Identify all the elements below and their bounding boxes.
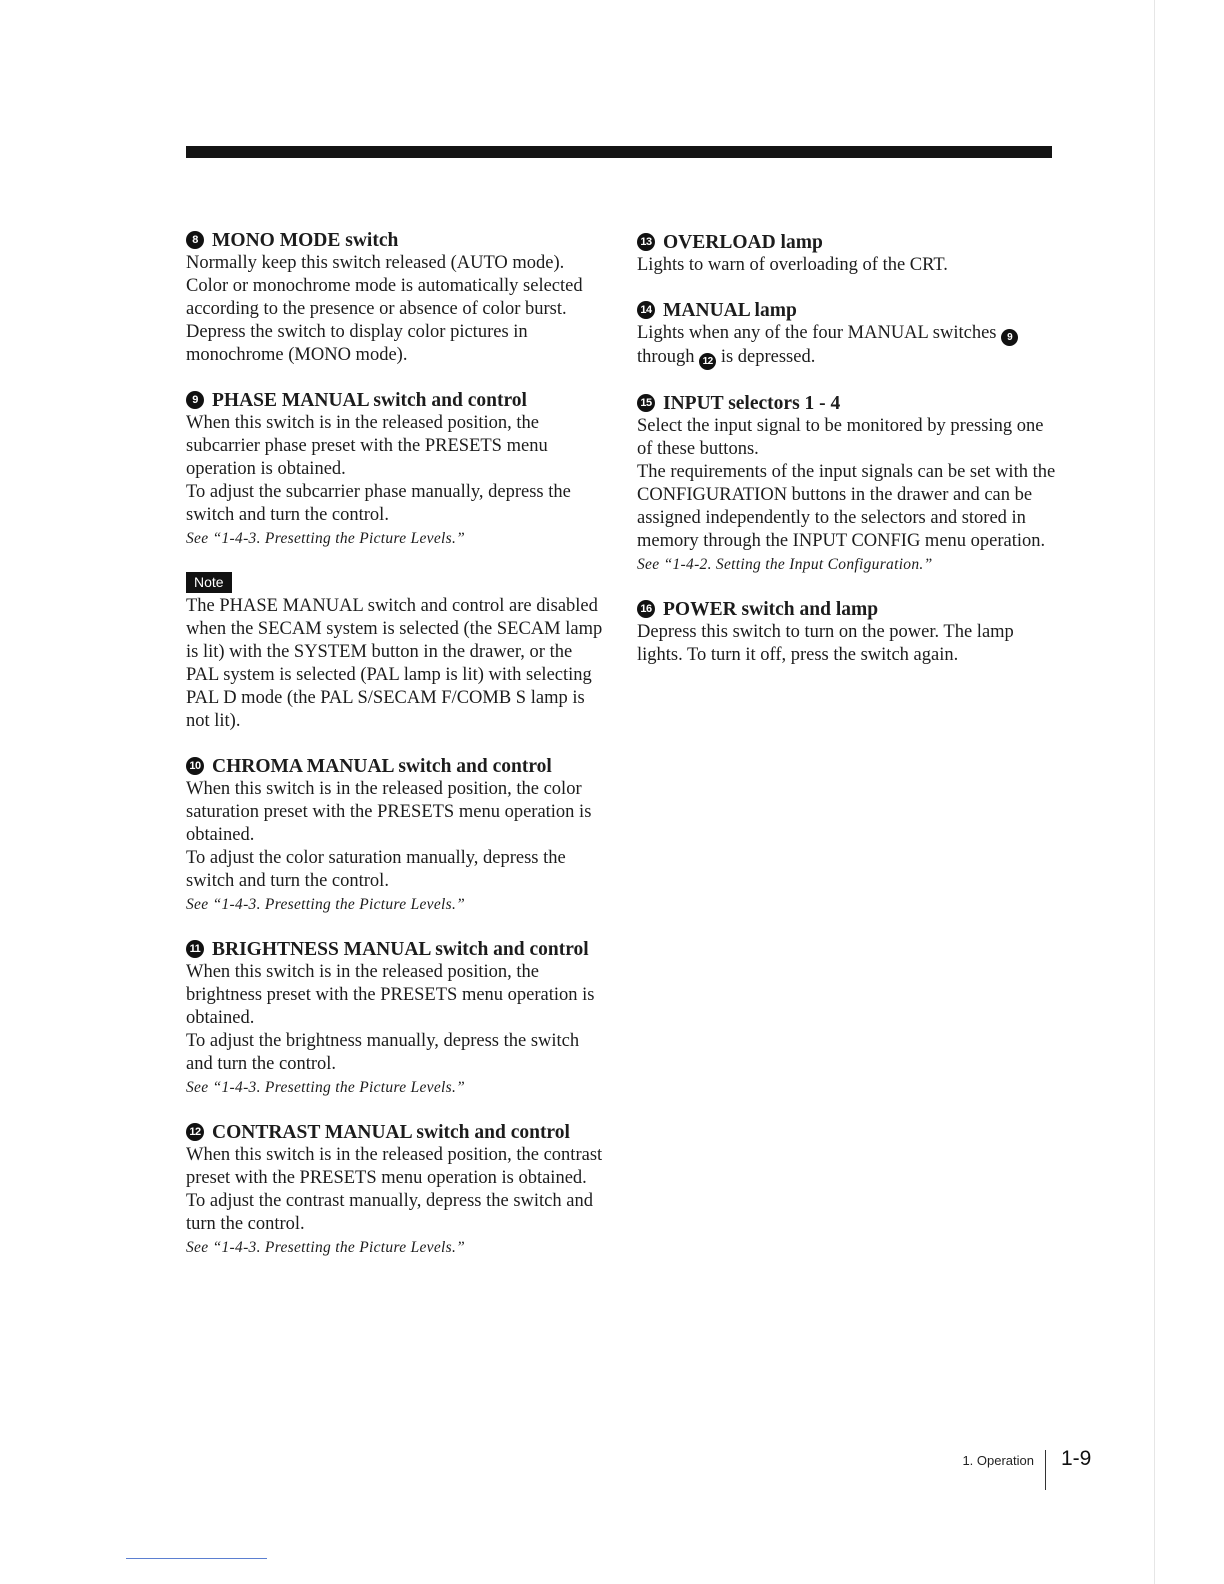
number-12-icon: 12: [186, 1123, 204, 1141]
bottom-rule: [126, 1558, 267, 1559]
section-title: INPUT selectors 1 - 4: [663, 393, 841, 414]
cross-reference: See “1-4-3. Presetting the Picture Levels.”: [186, 1079, 466, 1096]
number-9-icon: 9: [186, 391, 204, 409]
section-title: CHROMA MANUAL switch and control: [212, 756, 552, 777]
section-title: BRIGHTNESS MANUAL switch and control: [212, 939, 589, 960]
paragraph: To adjust the contrast manually, depress the switch and turn the control.: [186, 1191, 593, 1234]
section-heading: [637, 598, 1057, 621]
section-chroma-manual: [186, 755, 606, 916]
number-14-icon: 14: [637, 301, 655, 319]
section-brightness-manual: [186, 938, 606, 1099]
note-text: The PHASE MANUAL switch and control are disabled when the SECAM system is selected (the SECAM lamp is lit) with the SYSTEM button in the drawer, or the PAL system is selected (PAL lamp is lit) with selecting PAL D mode (the PAL S/SECAM F/COMB S lamp is not lit).: [186, 596, 603, 731]
section-input-selectors: [637, 392, 1057, 576]
paragraph-text: Lights when any of the four MANUAL switches: [637, 323, 997, 343]
paragraph: When this switch is in the released position, the brightness preset with the PRESETS menu operation is obtained.: [186, 962, 595, 1028]
footer-section-label: 1. Operation: [962, 1453, 1034, 1468]
number-16-icon: 16: [637, 600, 655, 618]
footer-divider: [1045, 1450, 1046, 1490]
number-15-icon: 15: [637, 394, 655, 412]
left-column: [186, 229, 606, 1281]
number-8-icon: 8: [186, 231, 204, 249]
section-heading: [637, 231, 1057, 254]
cross-reference: See “1-4-3. Presetting the Picture Levels.”: [186, 530, 466, 547]
number-9-icon: 9: [1001, 329, 1018, 346]
section-mono-mode: [186, 229, 606, 367]
paragraph: To adjust the color saturation manually, depress the switch and turn the control.: [186, 848, 566, 891]
paragraph-text: through: [637, 347, 695, 367]
section-heading: [186, 389, 606, 412]
section-title: MANUAL lamp: [663, 300, 797, 321]
right-column: [637, 231, 1057, 689]
paragraph: Select the input signal to be monitored by pressing one of these buttons.: [637, 416, 1044, 459]
paragraph: When this switch is in the released position, the subcarrier phase preset with the PRESETS menu operation is obtained.: [186, 413, 548, 479]
paragraph-text: is depressed.: [720, 347, 816, 367]
section-title: PHASE MANUAL switch and control: [212, 390, 527, 411]
section-heading: [186, 229, 606, 252]
section-title: MONO MODE switch: [212, 230, 399, 251]
section-overload-lamp: [637, 231, 1057, 277]
section-title: POWER switch and lamp: [663, 599, 879, 620]
page-number: 1-9: [1061, 1447, 1092, 1470]
paragraph: Depress this switch to turn on the power. The lamp lights. To turn it off, press the switch again.: [637, 622, 1014, 665]
paragraph: Normally keep this switch released (AUTO mode). Color or monochrome mode is automatically selected according to the presence or absence of color burst.: [186, 253, 583, 319]
paragraph: When this switch is in the released position, the color saturation preset with the PRESETS menu operation is obtained.: [186, 779, 592, 845]
section-title: OVERLOAD lamp: [663, 232, 823, 253]
section-power-switch: [637, 598, 1057, 667]
note-label: Note: [186, 572, 232, 593]
section-contrast-manual: [186, 1121, 606, 1259]
section-heading: [186, 938, 606, 961]
paragraph: The requirements of the input signals can be set with the CONFIGURATION buttons in the drawer and can be assigned independently to the selectors and stored in memory through the INPUT CONFIG menu operation.: [637, 462, 1056, 551]
cross-reference: See “1-4-3. Presetting the Picture Levels.”: [186, 1239, 466, 1256]
section-title: CONTRAST MANUAL switch and control: [212, 1122, 570, 1143]
note-block: [186, 572, 606, 733]
paragraph: To adjust the brightness manually, depress the switch and turn the control.: [186, 1031, 580, 1074]
paragraph: Depress the switch to display color pictures in monochrome (MONO mode).: [186, 322, 528, 365]
section-heading: [186, 1121, 606, 1144]
paragraph: Lights to warn of overloading of the CRT.: [637, 255, 948, 275]
header-bar: [186, 146, 1052, 158]
number-13-icon: 13: [637, 233, 655, 251]
section-phase-manual: [186, 389, 606, 550]
number-12-icon: 12: [699, 353, 716, 370]
section-heading: [637, 392, 1057, 415]
number-11-icon: 11: [186, 940, 204, 958]
number-10-icon: 10: [186, 757, 204, 775]
page-edge-line: [1154, 0, 1155, 1584]
section-heading: [637, 299, 1057, 322]
cross-reference: See “1-4-3. Presetting the Picture Levels.”: [186, 896, 466, 913]
cross-reference: See “1-4-2. Setting the Input Configuration.”: [637, 556, 933, 573]
paragraph: [637, 322, 1057, 370]
section-heading: [186, 755, 606, 778]
paragraph: When this switch is in the released position, the contrast preset with the PRESETS menu operation is obtained.: [186, 1145, 603, 1188]
paragraph: To adjust the subcarrier phase manually, depress the switch and turn the control.: [186, 482, 571, 525]
section-manual-lamp: [637, 299, 1057, 370]
